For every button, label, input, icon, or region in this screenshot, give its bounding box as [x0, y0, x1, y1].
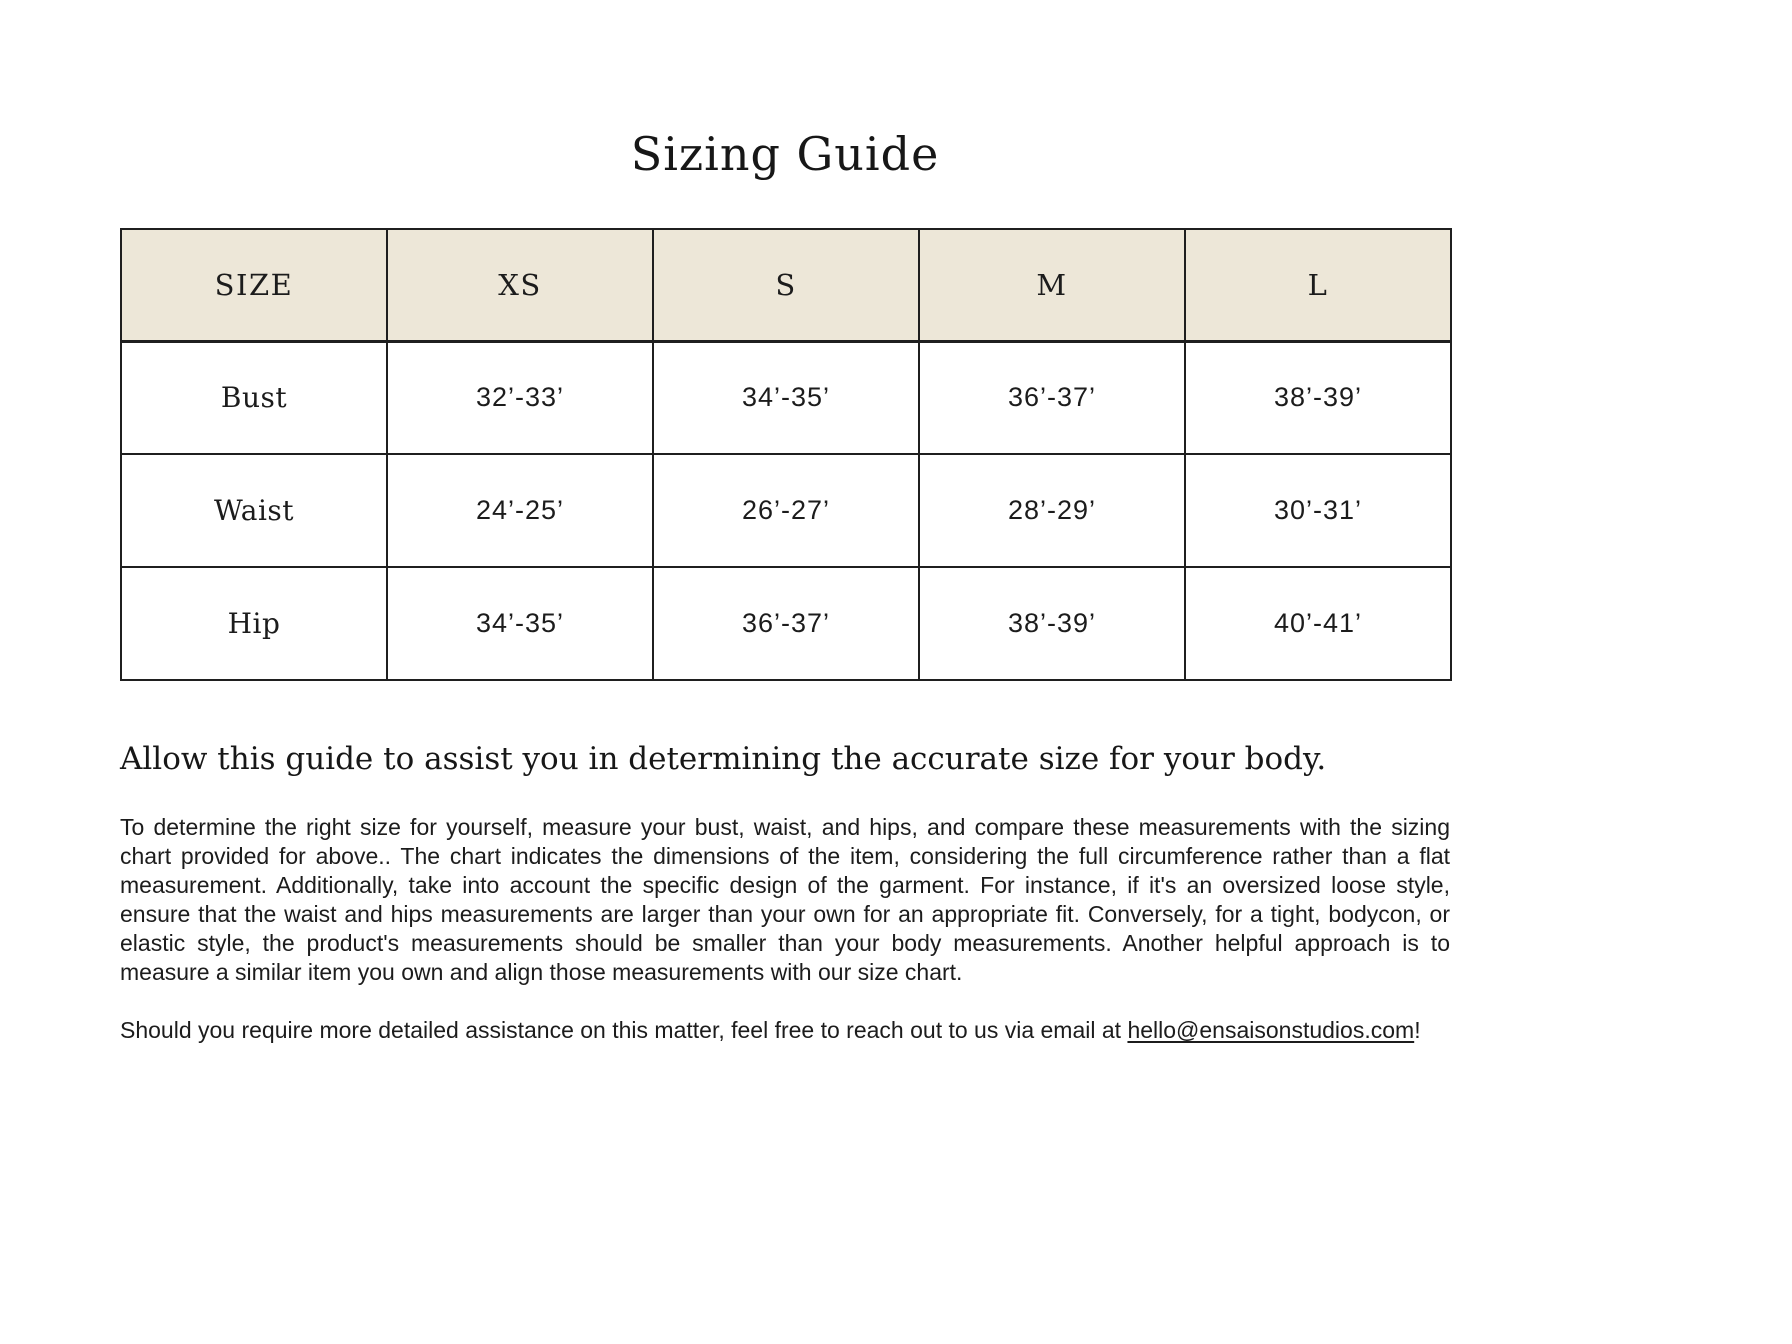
- measurement-cell: 30’-31’: [1185, 454, 1451, 567]
- measurement-cell: 34’-35’: [653, 341, 919, 454]
- measurement-cell: 32’-33’: [387, 341, 653, 454]
- header-cell-m: M: [919, 229, 1185, 341]
- measurement-cell: 38’-39’: [1185, 341, 1451, 454]
- measurement-cell: 36’-37’: [919, 341, 1185, 454]
- body-paragraph: To determine the right size for yourself, measure your bust, waist, and hips, and compare these measurements with the sizing chart provided for above.. The chart indicates the dimensions of the item, considering the full circumference rather than a flat measurement. Additionally, take into account the specific design of the garment. For instance, if it's an oversized loose style, ensure that the waist and hips measurements are larger than your own for an appropriate fit. Conversely, for a tight, bodycon, or elastic style, the product's measurements should be smaller than your body measurements. Another helpful approach is to measure a similar item you own and align those measurements with our size chart.: [120, 814, 1450, 985]
- table-row-bust: [121, 341, 1451, 454]
- content-area: [120, 0, 1450, 1045]
- header-cell-size: SIZE: [121, 229, 387, 341]
- measurement-cell: 28’-29’: [919, 454, 1185, 567]
- size-table: [120, 228, 1452, 681]
- page-title: Sizing Guide: [630, 127, 940, 181]
- email-link[interactable]: hello@ensaisonstudios.com: [1127, 1017, 1415, 1043]
- measurement-cell: 38’-39’: [919, 567, 1185, 680]
- table-header-row: [121, 229, 1451, 341]
- table-row-hip: [121, 567, 1451, 680]
- size-table-body: [121, 341, 1451, 680]
- contact-line: [120, 1016, 1450, 1045]
- row-label-waist: Waist: [121, 454, 387, 567]
- table-row-waist: [121, 454, 1451, 567]
- size-table-header: [121, 229, 1451, 341]
- lead-text: Allow this guide to assist you in determining the accurate size for your body.: [120, 741, 1327, 777]
- contact-suffix-text: !: [1414, 1017, 1421, 1043]
- contact-prefix-text: Should you require more detailed assistance on this matter, feel free to reach out to us via email at: [120, 1017, 1128, 1043]
- row-label-bust: Bust: [121, 341, 387, 454]
- header-cell-l: L: [1185, 229, 1451, 341]
- measurement-cell: 40’-41’: [1185, 567, 1451, 680]
- measurement-cell: 34’-35’: [387, 567, 653, 680]
- row-label-hip: Hip: [121, 567, 387, 680]
- measurement-cell: 26’-27’: [653, 454, 919, 567]
- header-cell-s: S: [653, 229, 919, 341]
- measurement-cell: 36’-37’: [653, 567, 919, 680]
- measurement-cell: 24’-25’: [387, 454, 653, 567]
- header-cell-xs: XS: [387, 229, 653, 341]
